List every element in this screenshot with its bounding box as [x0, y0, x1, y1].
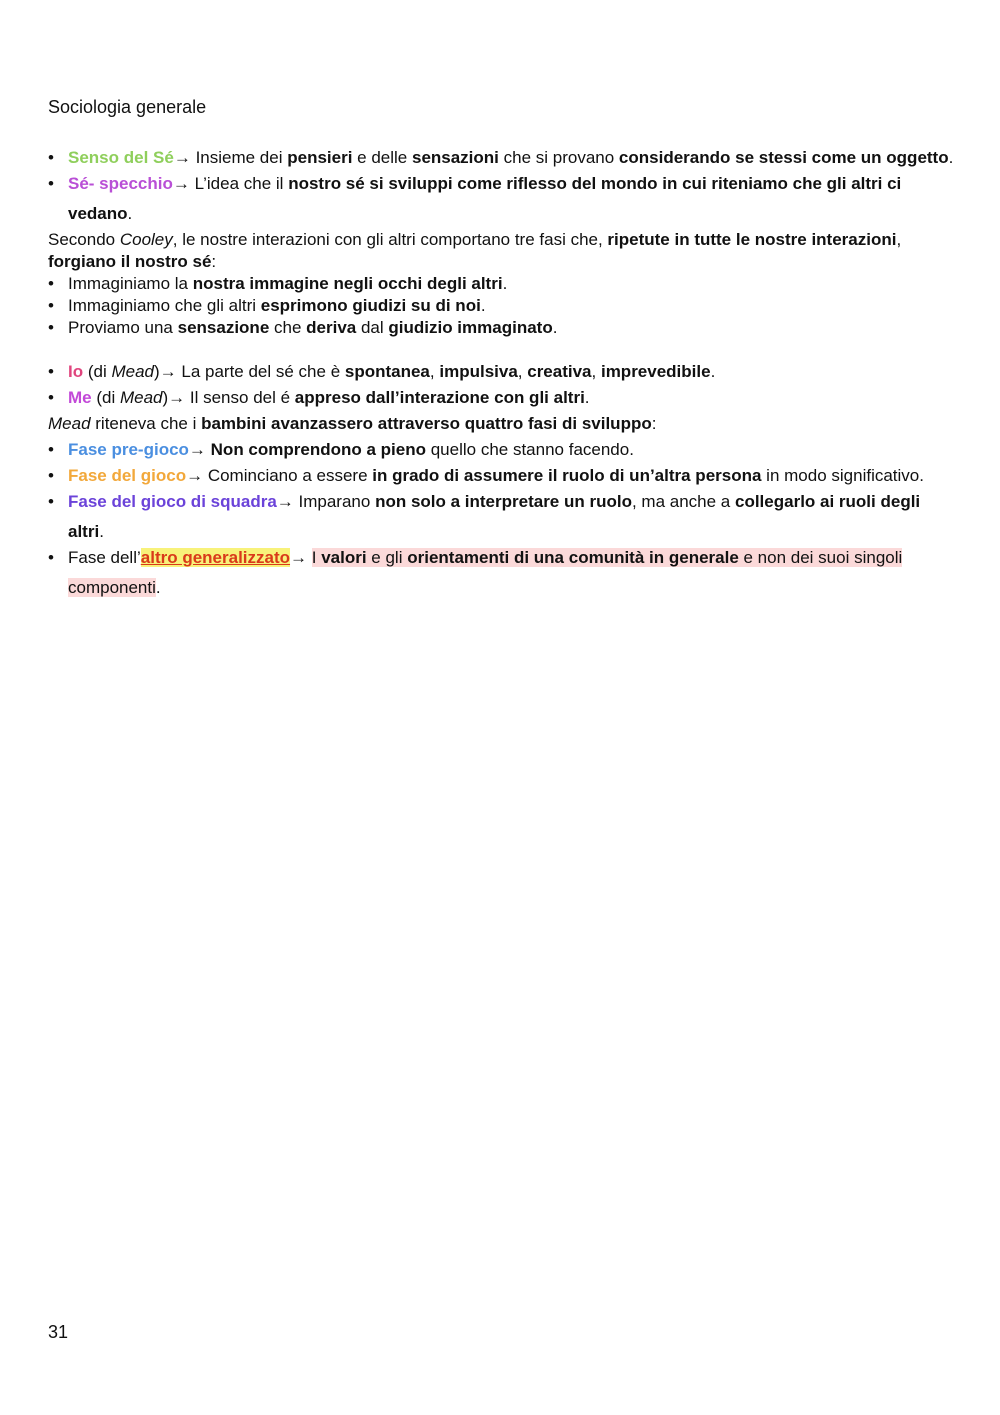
- bold-span: bambini avanzassero attraverso quattro fasi di sviluppo: [201, 414, 652, 433]
- term-me: Me: [68, 388, 92, 407]
- text-span: Immaginiamo che gli altri: [68, 296, 261, 315]
- text-span: che: [269, 318, 307, 337]
- arrow-text: →: [290, 548, 312, 567]
- italic-span: Mead: [48, 414, 91, 433]
- arrow-text: →: [172, 174, 195, 193]
- bold-span: esprimono giudizi su di noi: [260, 296, 481, 315]
- bold-span: Non comprendono a pieno: [210, 440, 426, 459]
- text-span: Fase dell’: [68, 548, 141, 567]
- bold-span: sensazioni: [411, 148, 499, 167]
- text-span: )→ La parte del sé che è: [153, 362, 345, 381]
- text-span: e non dei suoi singoli componenti: [68, 548, 903, 597]
- list-item-me: [48, 383, 958, 413]
- list-item-altro-generalizzato: [48, 543, 958, 603]
- text-span: Immaginiamo la: [68, 274, 193, 293]
- term-altro-generalizzato: altro generalizzato: [140, 548, 291, 567]
- text-span: quello che stanno facendo.: [426, 440, 634, 459]
- italic-span: Mead: [119, 388, 163, 407]
- term-fase-pre-gioco: Fase pre-gioco: [68, 440, 189, 459]
- term-io: Io: [68, 362, 84, 381]
- text-span: e gli: [366, 548, 408, 567]
- text-span: .: [480, 296, 486, 315]
- list-item: [48, 295, 958, 317]
- text-span: ,: [591, 362, 601, 381]
- cooley-paragraph: [48, 229, 958, 273]
- list-item-fase-gioco-di-squadra: [48, 487, 958, 547]
- bold-span: impulsiva: [439, 362, 518, 381]
- text-span: (di: [83, 362, 112, 381]
- text-span: dal: [356, 318, 389, 337]
- mead-paragraph: [48, 413, 958, 435]
- bold-span: nostra immagine negli occhi degli altri: [192, 274, 503, 293]
- text-span: Secondo: [48, 230, 120, 249]
- term-fase-del-gioco: Fase del gioco: [68, 466, 187, 485]
- mead-phases-list: [48, 435, 958, 603]
- text-span: Proviamo una: [68, 318, 178, 337]
- text-span: e delle: [352, 148, 412, 167]
- text-span: , le nostre interazioni con gli altri comportano tre fasi che,: [172, 230, 608, 249]
- bold-span: sensazione: [177, 318, 270, 337]
- term-fase-gioco-di-squadra: Fase del gioco di squadra: [68, 492, 277, 511]
- list-item: [48, 317, 958, 339]
- text-span: L’idea che il: [194, 174, 289, 193]
- arrow-text: →: [186, 466, 208, 485]
- arrow-text: →: [276, 492, 299, 511]
- list-item: [48, 273, 958, 295]
- text-span: .: [99, 522, 104, 541]
- bold-span: giudizio immaginato: [388, 318, 553, 337]
- italic-span: Cooley: [119, 230, 173, 249]
- term-se-specchio: Sé- specchio: [68, 174, 173, 193]
- text-span: riteneva che i: [90, 414, 202, 433]
- bold-span: considerando se stessi come un oggetto: [618, 148, 949, 167]
- text-span: Cominciano a essere: [207, 466, 373, 485]
- self-concept-list: [48, 143, 958, 229]
- text-span: , ma anche a: [631, 492, 735, 511]
- text-span: I: [311, 548, 322, 567]
- page-header-title: Sociologia generale: [48, 97, 207, 117]
- cooley-phases-list: [48, 273, 958, 339]
- text-span: in modo significativo.: [761, 466, 924, 485]
- bold-span: appreso dall’interazione con gli altri: [294, 388, 585, 407]
- bold-span: ripetute in tutte le nostre interazioni: [607, 230, 897, 249]
- text-span: .: [948, 148, 954, 167]
- spacer: [48, 339, 958, 357]
- text-span: ,: [429, 362, 440, 381]
- text-span: .: [552, 318, 558, 337]
- bold-span: non solo a interpretare un ruolo: [375, 492, 632, 511]
- bold-span: pensieri: [287, 148, 353, 167]
- page-number: 31: [48, 1322, 69, 1342]
- text-span: .: [710, 362, 716, 381]
- page-content: [48, 143, 958, 603]
- text-span: .: [155, 578, 161, 597]
- bold-span: valori: [321, 548, 367, 567]
- bold-span: in grado di assumere il ruolo di un’altra persona: [372, 466, 762, 485]
- text-span: ,: [517, 362, 528, 381]
- text-span: .: [127, 204, 133, 223]
- bold-span: orientamenti di una comunità in generale: [407, 548, 739, 567]
- text-span: )→ Il senso del é: [162, 388, 295, 407]
- arrow-text: →: [173, 148, 196, 167]
- text-span: Insieme dei: [195, 148, 288, 167]
- arrow-text: →: [188, 440, 211, 459]
- bold-span: spontanea: [344, 362, 430, 381]
- bold-span: imprevedibile: [600, 362, 711, 381]
- text-span: :: [651, 414, 657, 433]
- text-span: Imparano: [298, 492, 376, 511]
- text-span: (di: [91, 388, 120, 407]
- bold-span: creativa: [527, 362, 592, 381]
- list-item-se-specchio: [48, 169, 958, 229]
- bold-span: nostro sé si sviluppi come riflesso del mondo in cui riteniamo che gli altri ci vedano: [68, 174, 902, 223]
- text-span: .: [584, 388, 590, 407]
- term-senso-del-se: Senso del Sé: [68, 148, 174, 167]
- text-span: che si provano: [498, 148, 619, 167]
- text-span: .: [502, 274, 508, 293]
- bold-span: forgiano il nostro sé: [48, 252, 212, 271]
- italic-span: Mead: [111, 362, 154, 381]
- bold-span: collegarlo ai ruoli degli altri: [68, 492, 921, 541]
- bold-span: deriva: [306, 318, 357, 337]
- mead-io-me-list: [48, 357, 958, 413]
- text-span: :: [211, 252, 217, 271]
- text-span: ,: [896, 230, 902, 249]
